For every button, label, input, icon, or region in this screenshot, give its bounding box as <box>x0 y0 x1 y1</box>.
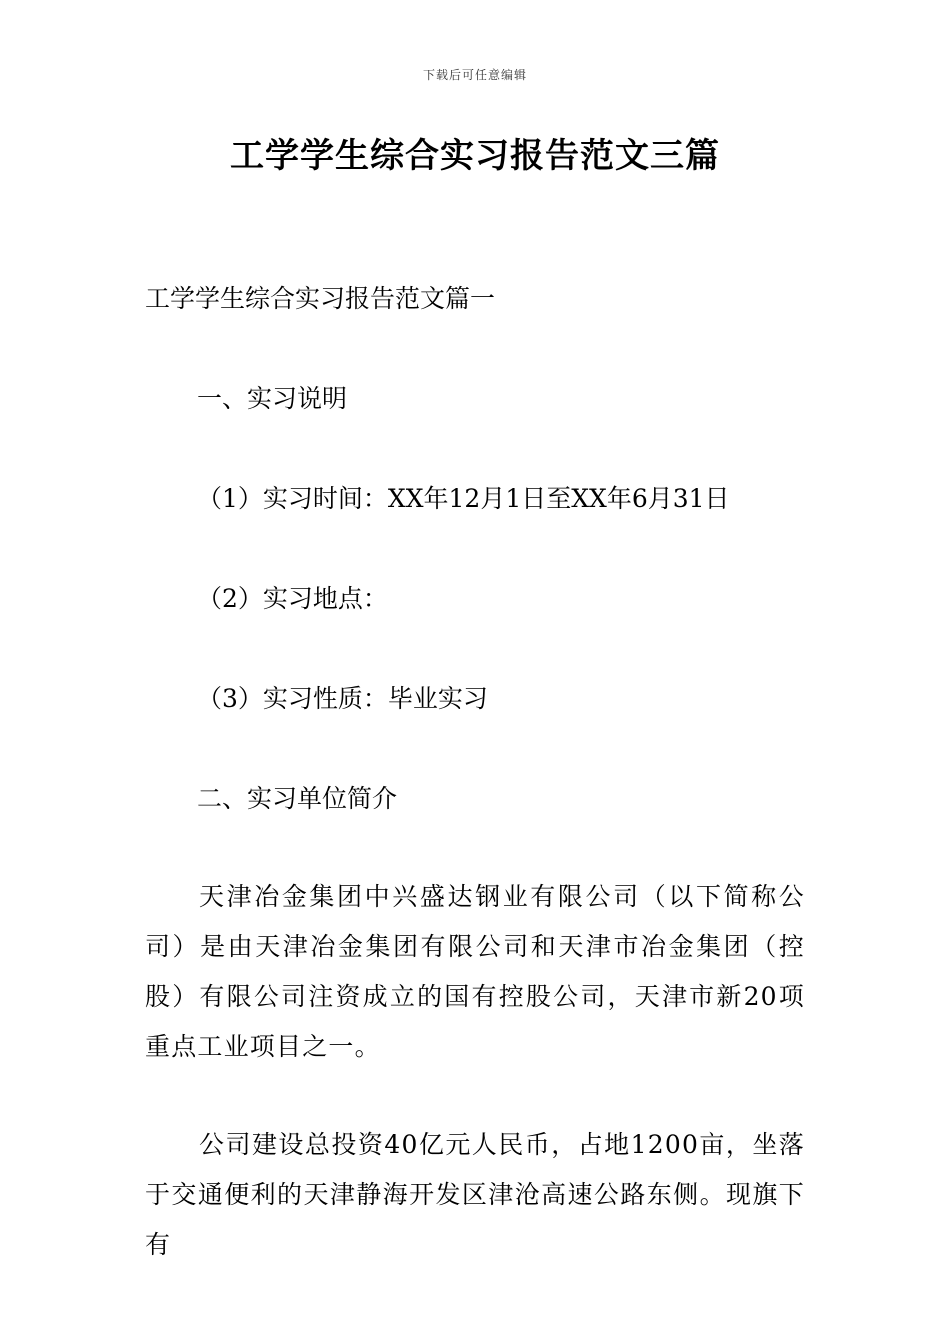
heading-internship-description: 一、实习说明 <box>197 384 348 413</box>
section-title: 工学学生综合实习报告范文篇一 <box>145 284 496 313</box>
header-note: 下载后可任意编辑 <box>422 68 527 82</box>
item-internship-nature: （3）实习性质：毕业实习 <box>197 684 488 713</box>
paragraph-company-investment: 公司建设总投资40亿元人民币，占地1200亩，坐落于交通便利的天津静海开发区津沧高速公路东侧。现旗下有 <box>145 1130 805 1259</box>
paragraph-company-overview: 天津冶金集团中兴盛达钢业有限公司（以下简称公司）是由天津冶金集团有限公司和天津市冶金集团（控股）有限公司注资成立的国有控股公司，天津市新20项重点工业项目之一。 <box>145 882 805 1061</box>
document-title: 工学学生综合实习报告范文三篇 <box>230 136 720 176</box>
item-internship-time: （1）实习时间：XX年12月1日至XX年6月31日 <box>197 484 730 513</box>
heading-company-intro: 二、实习单位简介 <box>197 784 398 813</box>
item-internship-location: （2）实习地点： <box>197 584 388 613</box>
